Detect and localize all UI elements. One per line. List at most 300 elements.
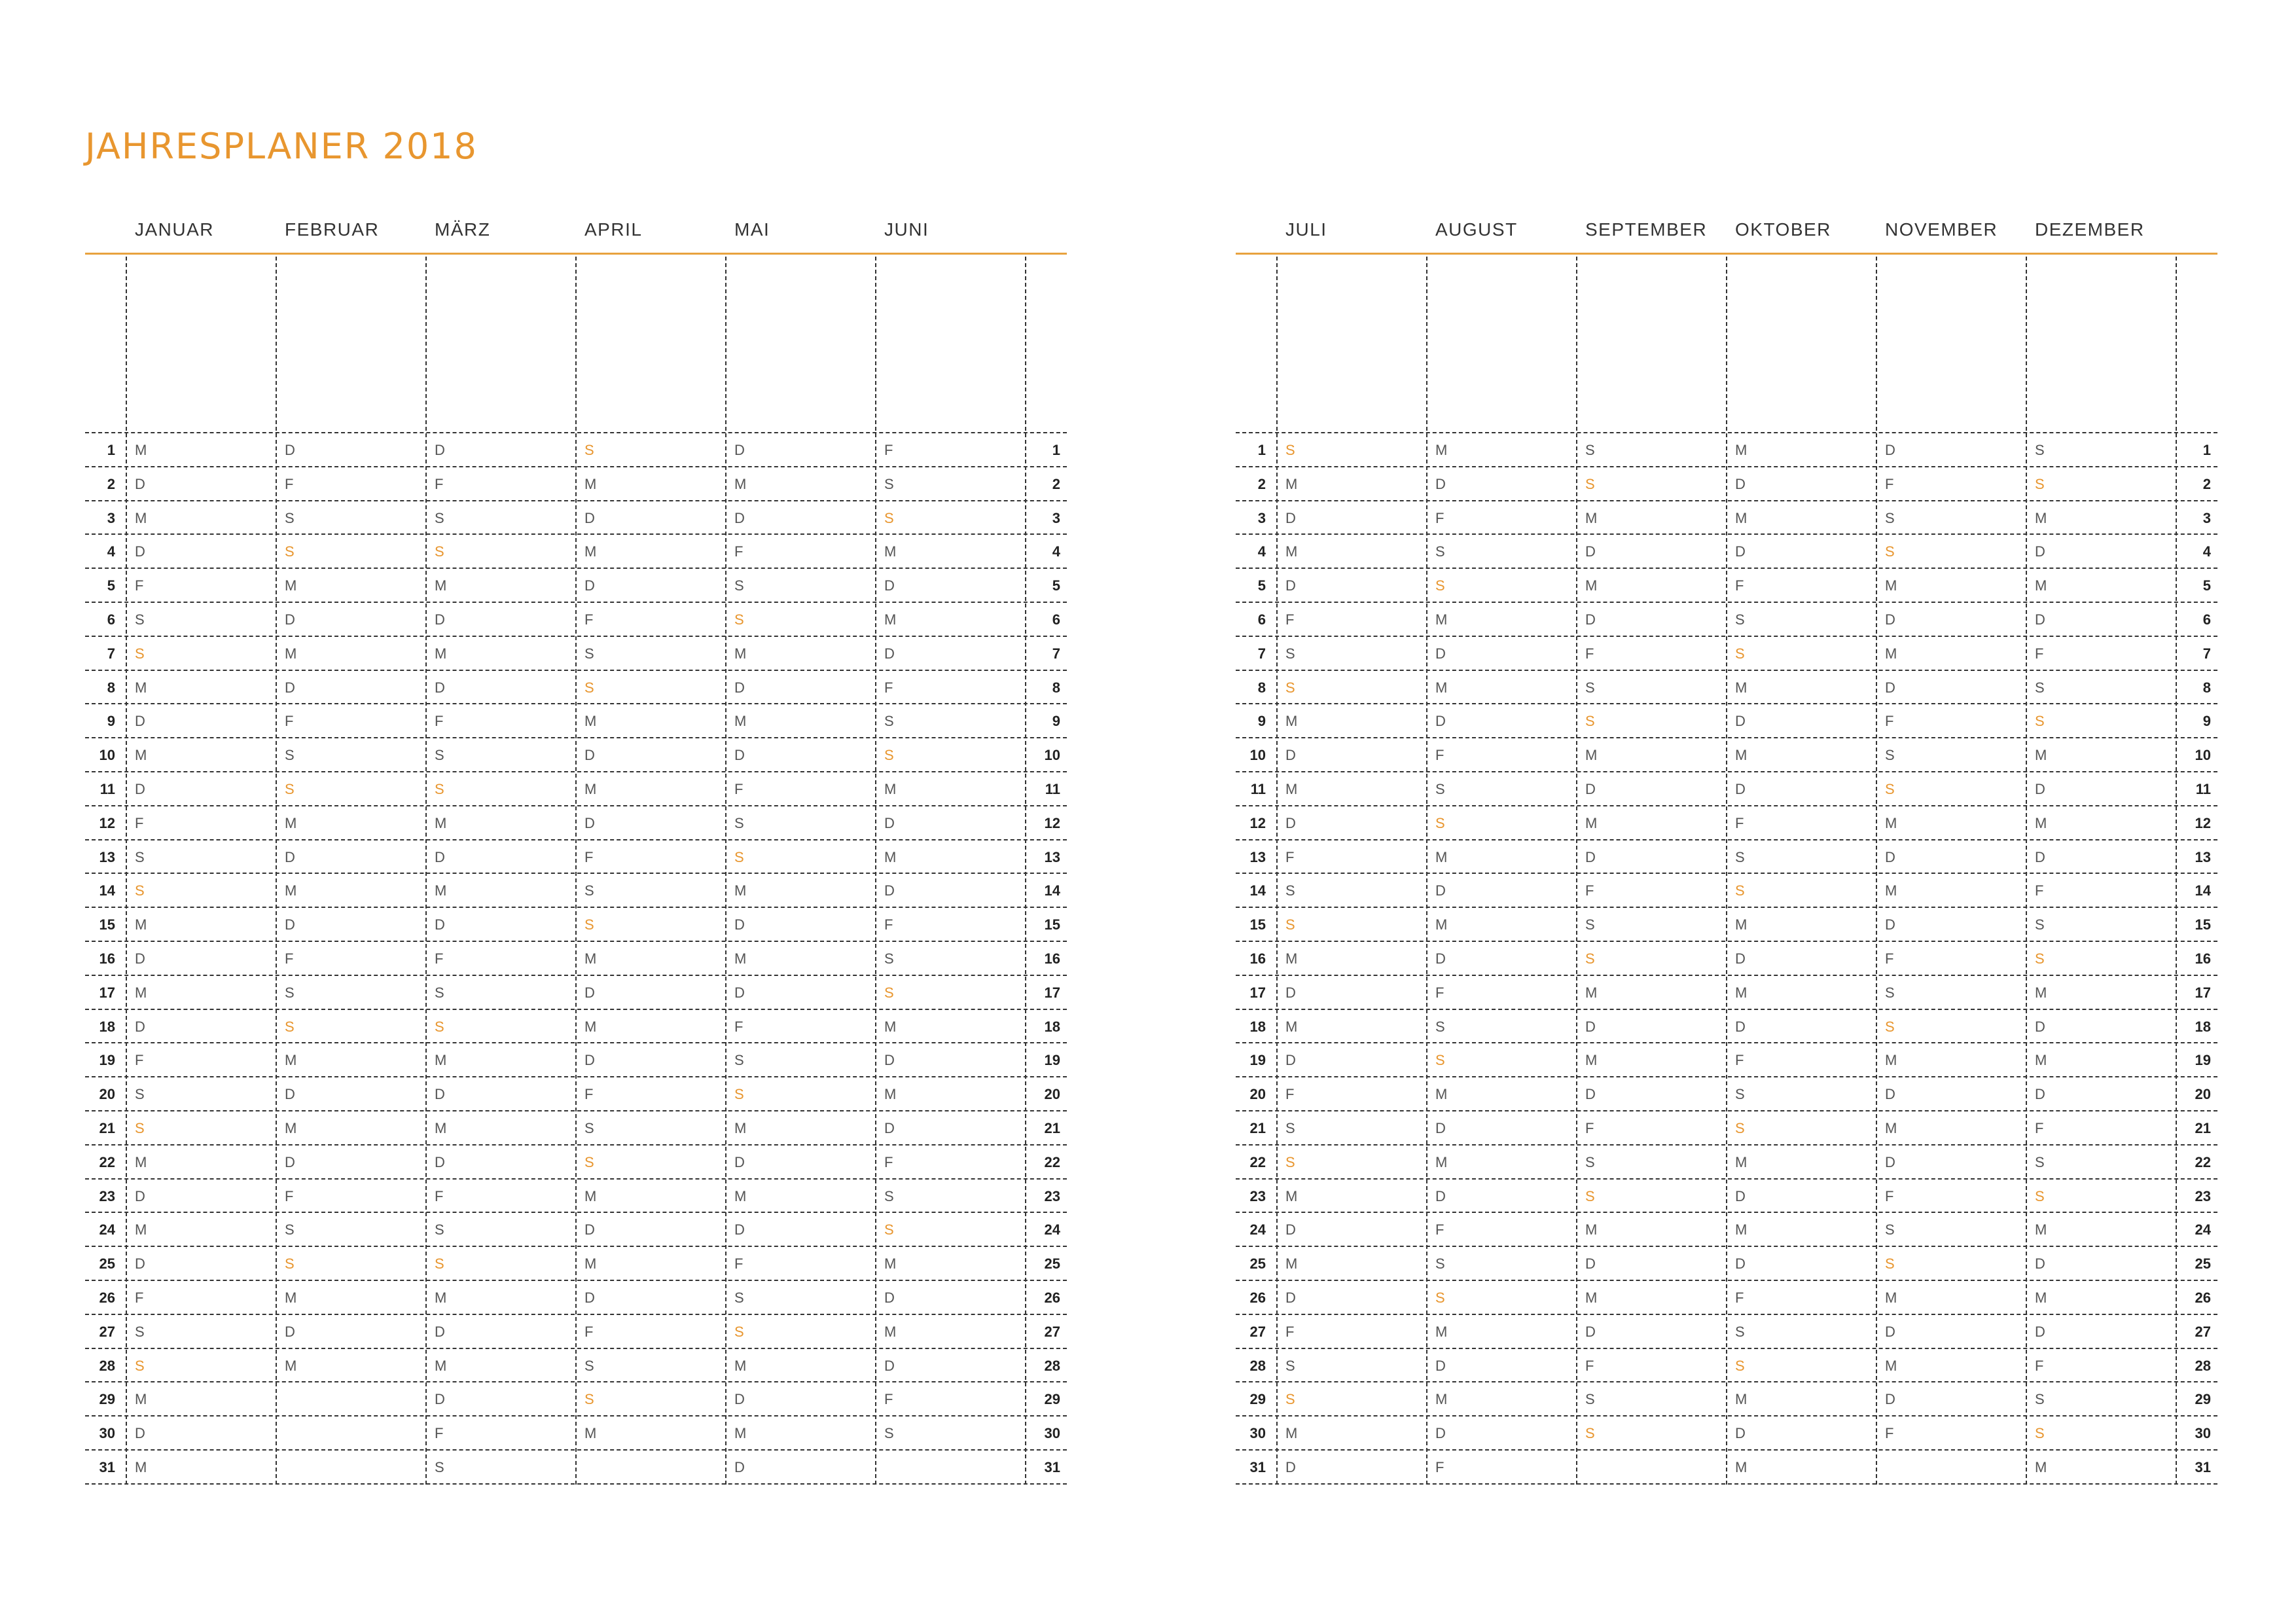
weekday-cell: S: [2035, 916, 2045, 933]
day-number-right: 23: [1044, 1187, 1060, 1204]
weekday-cell: M: [285, 882, 297, 899]
weekday-cell: S: [1585, 475, 1595, 492]
weekday-cell: D: [435, 679, 445, 696]
weekday-cell: S: [884, 475, 894, 492]
day-number-left: 30: [1249, 1425, 1266, 1442]
weekday-cell: S: [1885, 984, 1895, 1001]
day-number-left: 10: [99, 747, 115, 764]
weekday-cell: D: [435, 611, 445, 628]
row-divider: [1236, 907, 2217, 908]
weekday-cell: S: [1435, 814, 1445, 831]
weekday-cell: S: [1585, 950, 1595, 967]
weekday-cell: D: [1435, 713, 1446, 730]
weekday-cell: D: [1735, 543, 1746, 560]
weekday-cell: D: [135, 713, 145, 730]
weekday-cell: M: [1285, 781, 1298, 797]
weekday-cell: D: [1735, 475, 1746, 492]
day-number-left: 16: [1249, 950, 1266, 967]
row-divider: [85, 737, 1067, 738]
row-divider: [85, 500, 1067, 501]
row-divider: [85, 1415, 1067, 1416]
weekday-cell: D: [1885, 1153, 1895, 1170]
weekday-cell: F: [1435, 1459, 1444, 1475]
weekday-cell: D: [285, 1323, 295, 1340]
weekday-cell: M: [435, 577, 447, 594]
day-number-left: 21: [99, 1120, 115, 1136]
weekday-cell: S: [584, 679, 594, 696]
weekday-cell: M: [1885, 1052, 1897, 1069]
weekday-cell: D: [584, 1052, 595, 1069]
weekday-cell: D: [135, 950, 145, 967]
month-header-mai: MAI: [734, 219, 770, 240]
weekday-cell: M: [135, 1221, 147, 1238]
weekday-cell: S: [285, 747, 295, 764]
weekday-cell: F: [1885, 1187, 1894, 1204]
weekday-cell: S: [1285, 882, 1295, 899]
weekday-cell: M: [1735, 1391, 1748, 1408]
weekday-cell: D: [1585, 1255, 1596, 1272]
weekday-cell: M: [435, 645, 447, 662]
weekday-cell: S: [1435, 1255, 1445, 1272]
weekday-cell: F: [285, 713, 294, 730]
weekday-cell: D: [734, 747, 745, 764]
day-number-left: 31: [99, 1459, 115, 1475]
weekday-cell: M: [1885, 645, 1897, 662]
weekday-cell: F: [1585, 1120, 1594, 1136]
weekday-cell: M: [435, 1052, 447, 1069]
weekday-cell: M: [1435, 916, 1448, 933]
weekday-cell: F: [1735, 1052, 1744, 1069]
weekday-cell: D: [1285, 509, 1296, 526]
day-number-left: 27: [1249, 1323, 1266, 1340]
weekday-cell: S: [285, 543, 295, 560]
weekday-cell: M: [1435, 1086, 1448, 1103]
day-number-left: 11: [99, 781, 115, 797]
weekday-cell: D: [135, 1018, 145, 1035]
column-divider: [425, 257, 427, 1485]
weekday-cell: D: [1885, 916, 1895, 933]
day-number-right: 20: [1044, 1086, 1060, 1103]
month-header-juni: JUNI: [884, 219, 929, 240]
day-number-right: 12: [1044, 814, 1060, 831]
weekday-cell: F: [1285, 848, 1295, 865]
weekday-cell: M: [435, 1120, 447, 1136]
weekday-cell: S: [1585, 1187, 1595, 1204]
weekday-cell: M: [135, 509, 147, 526]
weekday-cell: S: [1735, 1120, 1745, 1136]
weekday-cell: S: [1585, 713, 1595, 730]
weekday-cell: S: [135, 1086, 145, 1103]
row-divider: [1236, 873, 2217, 874]
day-number-left: 22: [99, 1153, 115, 1170]
weekday-cell: S: [1435, 1018, 1445, 1035]
weekday-cell: M: [135, 1391, 147, 1408]
row-divider: [85, 602, 1067, 603]
column-divider: [1426, 257, 1427, 1485]
day-number-right: 1: [1052, 442, 1060, 458]
weekday-cell: S: [2035, 1425, 2045, 1442]
weekday-cell: F: [1585, 645, 1594, 662]
weekday-cell: S: [135, 882, 145, 899]
weekday-cell: M: [884, 1018, 897, 1035]
weekday-cell: S: [1585, 679, 1595, 696]
weekday-cell: S: [884, 747, 894, 764]
weekday-cell: S: [2035, 1187, 2045, 1204]
weekday-cell: S: [1735, 882, 1745, 899]
row-divider: [1236, 1314, 2217, 1315]
weekday-cell: S: [1735, 1357, 1745, 1374]
row-divider: [1236, 1144, 2217, 1146]
column-divider: [276, 257, 277, 1485]
weekday-cell: S: [584, 1120, 594, 1136]
weekday-cell: D: [135, 781, 145, 797]
day-number-right: 11: [1045, 781, 1060, 797]
weekday-cell: S: [584, 1357, 594, 1374]
weekday-cell: D: [884, 577, 895, 594]
weekday-cell: S: [1885, 747, 1895, 764]
day-number-right: 30: [2195, 1425, 2211, 1442]
weekday-cell: M: [285, 1120, 297, 1136]
weekday-cell: S: [2035, 475, 2045, 492]
row-divider: [85, 432, 1067, 433]
day-number-left: 31: [1249, 1459, 1266, 1475]
weekday-cell: S: [435, 543, 444, 560]
weekday-cell: S: [884, 984, 894, 1001]
weekday-cell: M: [1435, 848, 1448, 865]
weekday-cell: D: [285, 1153, 295, 1170]
row-divider: [1236, 771, 2217, 772]
day-number-right: 16: [2195, 950, 2211, 967]
row-divider: [1236, 1381, 2217, 1382]
weekday-cell: M: [285, 1052, 297, 1069]
weekday-cell: S: [1885, 1018, 1895, 1035]
day-number-left: 15: [1249, 916, 1266, 933]
row-divider: [85, 1212, 1067, 1213]
weekday-cell: D: [584, 814, 595, 831]
row-divider: [85, 636, 1067, 637]
weekday-cell: S: [1585, 442, 1595, 458]
day-number-left: 17: [1249, 984, 1266, 1001]
day-number-right: 13: [2195, 848, 2211, 865]
weekday-cell: M: [1285, 475, 1298, 492]
row-divider: [1236, 500, 2217, 501]
weekday-cell: M: [1885, 882, 1897, 899]
row-divider: [85, 703, 1067, 704]
weekday-cell: M: [1585, 747, 1598, 764]
weekday-cell: M: [884, 848, 897, 865]
weekday-cell: S: [884, 1425, 894, 1442]
weekday-cell: F: [2035, 645, 2044, 662]
weekday-cell: D: [1435, 882, 1446, 899]
weekday-cell: M: [584, 1187, 597, 1204]
weekday-cell: F: [135, 577, 144, 594]
weekday-cell: M: [435, 882, 447, 899]
weekday-cell: D: [1435, 1187, 1446, 1204]
weekday-cell: S: [2035, 679, 2045, 696]
weekday-cell: M: [734, 1357, 747, 1374]
day-number-left: 19: [1249, 1052, 1266, 1069]
weekday-cell: S: [734, 814, 744, 831]
weekday-cell: M: [135, 984, 147, 1001]
weekday-cell: F: [1435, 509, 1444, 526]
weekday-cell: M: [1285, 950, 1298, 967]
weekday-cell: S: [285, 509, 295, 526]
weekday-cell: M: [584, 781, 597, 797]
weekday-cell: F: [1885, 475, 1894, 492]
day-number-left: 29: [99, 1391, 115, 1408]
day-number-left: 6: [1257, 611, 1266, 628]
weekday-cell: F: [584, 611, 594, 628]
weekday-cell: S: [135, 1323, 145, 1340]
weekday-cell: M: [285, 645, 297, 662]
weekday-cell: F: [285, 475, 294, 492]
day-number-left: 27: [99, 1323, 115, 1340]
weekday-cell: S: [734, 577, 744, 594]
weekday-cell: S: [1285, 442, 1295, 458]
weekday-cell: M: [734, 882, 747, 899]
weekday-cell: D: [285, 1086, 295, 1103]
column-divider: [2026, 257, 2027, 1485]
row-divider: [1236, 432, 2217, 433]
row-divider: [85, 1348, 1067, 1349]
weekday-cell: M: [2035, 1290, 2047, 1306]
weekday-cell: D: [1285, 814, 1296, 831]
weekday-cell: D: [435, 1391, 445, 1408]
weekday-cell: F: [285, 950, 294, 967]
day-number-right: 27: [1044, 1323, 1060, 1340]
weekday-cell: M: [1735, 1221, 1748, 1238]
weekday-cell: F: [584, 1323, 594, 1340]
weekday-cell: D: [1885, 611, 1895, 628]
weekday-cell: D: [435, 1086, 445, 1103]
weekday-cell: D: [1435, 1357, 1446, 1374]
row-divider: [85, 1076, 1067, 1077]
row-divider: [1236, 1246, 2217, 1247]
weekday-cell: S: [135, 1357, 145, 1374]
weekday-cell: D: [1585, 611, 1596, 628]
day-number-right: 19: [2195, 1052, 2211, 1069]
row-divider: [85, 1110, 1067, 1111]
weekday-cell: M: [1435, 679, 1448, 696]
row-divider: [1236, 941, 2217, 942]
row-divider: [1236, 703, 2217, 704]
weekday-cell: M: [584, 1425, 597, 1442]
weekday-cell: D: [435, 442, 445, 458]
day-number-right: 28: [2195, 1357, 2211, 1374]
weekday-cell: M: [1285, 1187, 1298, 1204]
weekday-cell: D: [584, 509, 595, 526]
weekday-cell: D: [884, 1290, 895, 1306]
weekday-cell: S: [1435, 1290, 1445, 1306]
weekday-cell: D: [1585, 1323, 1596, 1340]
weekday-cell: D: [1435, 950, 1446, 967]
weekday-cell: M: [135, 679, 147, 696]
row-divider: [85, 533, 1067, 535]
month-header-november: NOVEMBER: [1885, 219, 1998, 240]
weekday-cell: S: [135, 848, 145, 865]
day-number-left: 26: [1249, 1290, 1266, 1306]
weekday-cell: D: [584, 577, 595, 594]
weekday-cell: D: [2035, 781, 2045, 797]
weekday-cell: M: [135, 442, 147, 458]
weekday-cell: F: [884, 916, 893, 933]
weekday-cell: M: [135, 747, 147, 764]
day-number-right: 20: [2195, 1086, 2211, 1103]
weekday-cell: S: [135, 1120, 145, 1136]
weekday-cell: D: [1285, 1221, 1296, 1238]
weekday-cell: M: [285, 577, 297, 594]
weekday-cell: M: [734, 950, 747, 967]
weekday-cell: F: [1735, 814, 1744, 831]
month-header-januar: JANUAR: [135, 219, 215, 240]
day-number-right: 22: [2195, 1153, 2211, 1170]
weekday-cell: M: [1285, 1425, 1298, 1442]
weekday-cell: M: [1885, 1290, 1897, 1306]
weekday-cell: M: [1585, 577, 1598, 594]
weekday-cell: F: [734, 543, 744, 560]
weekday-cell: D: [1885, 1391, 1895, 1408]
row-divider: [85, 1483, 1067, 1485]
row-divider: [85, 1280, 1067, 1281]
weekday-cell: F: [1885, 713, 1894, 730]
weekday-cell: M: [435, 1357, 447, 1374]
weekday-cell: D: [285, 848, 295, 865]
row-divider: [85, 975, 1067, 976]
weekday-cell: M: [1585, 814, 1598, 831]
day-number-right: 15: [1044, 916, 1060, 933]
row-divider: [1236, 533, 2217, 535]
weekday-cell: M: [1735, 1459, 1748, 1475]
day-number-right: 29: [2195, 1391, 2211, 1408]
weekday-cell: D: [1285, 1459, 1296, 1475]
day-number-right: 23: [2195, 1187, 2211, 1204]
weekday-cell: M: [2035, 1221, 2047, 1238]
weekday-cell: D: [1585, 1086, 1596, 1103]
weekday-cell: M: [1885, 577, 1897, 594]
weekday-cell: S: [285, 984, 295, 1001]
row-divider: [1236, 839, 2217, 840]
weekday-cell: S: [734, 1086, 744, 1103]
row-divider: [1236, 1449, 2217, 1451]
weekday-cell: S: [884, 1187, 894, 1204]
day-number-left: 14: [1249, 882, 1266, 899]
weekday-cell: F: [734, 781, 744, 797]
day-number-left: 4: [1257, 543, 1266, 560]
weekday-cell: D: [135, 1255, 145, 1272]
weekday-cell: M: [2035, 814, 2047, 831]
weekday-cell: D: [1885, 679, 1895, 696]
day-number-left: 19: [99, 1052, 115, 1069]
header-rule: [1236, 253, 2217, 255]
row-divider: [1236, 1110, 2217, 1111]
weekday-cell: S: [285, 781, 295, 797]
weekday-cell: D: [435, 848, 445, 865]
day-number-right: 31: [2195, 1459, 2211, 1475]
day-number-right: 10: [2195, 747, 2211, 764]
weekday-cell: M: [1885, 1120, 1897, 1136]
weekday-cell: S: [1585, 916, 1595, 933]
weekday-cell: M: [1285, 1255, 1298, 1272]
day-number-right: 1: [2202, 442, 2211, 458]
weekday-cell: F: [884, 442, 893, 458]
day-number-right: 17: [1044, 984, 1060, 1001]
weekday-cell: M: [1585, 1052, 1598, 1069]
weekday-cell: S: [1435, 1052, 1445, 1069]
row-divider: [85, 1381, 1067, 1382]
weekday-cell: F: [135, 1290, 144, 1306]
weekday-cell: S: [1285, 1120, 1295, 1136]
weekday-cell: F: [1885, 1425, 1894, 1442]
day-number-left: 8: [107, 679, 115, 696]
day-number-left: 13: [1249, 848, 1266, 865]
row-divider: [1236, 1042, 2217, 1043]
row-divider: [1236, 1009, 2217, 1010]
day-number-left: 13: [99, 848, 115, 865]
weekday-cell: M: [1735, 509, 1748, 526]
row-divider: [1236, 636, 2217, 637]
day-number-right: 12: [2195, 814, 2211, 831]
weekday-cell: S: [734, 848, 744, 865]
weekday-cell: F: [1285, 1323, 1295, 1340]
weekday-cell: D: [1885, 1086, 1895, 1103]
day-number-left: 21: [1249, 1120, 1266, 1136]
weekday-cell: F: [1435, 1221, 1444, 1238]
day-number-right: 9: [2202, 713, 2211, 730]
weekday-cell: M: [584, 950, 597, 967]
weekday-cell: M: [1285, 1018, 1298, 1035]
weekday-cell: M: [1735, 442, 1748, 458]
weekday-cell: F: [435, 1425, 444, 1442]
column-divider: [1726, 257, 1727, 1485]
weekday-cell: D: [2035, 611, 2045, 628]
day-number-right: 24: [2195, 1221, 2211, 1238]
weekday-cell: D: [1585, 781, 1596, 797]
weekday-cell: S: [1585, 1391, 1595, 1408]
weekday-cell: S: [1735, 848, 1745, 865]
weekday-cell: F: [1435, 984, 1444, 1001]
weekday-cell: D: [2035, 1086, 2045, 1103]
weekday-cell: M: [2035, 509, 2047, 526]
row-divider: [1236, 1280, 2217, 1281]
row-divider: [85, 771, 1067, 772]
weekday-cell: M: [584, 1018, 597, 1035]
weekday-cell: D: [1585, 1018, 1596, 1035]
day-number-right: 22: [1044, 1153, 1060, 1170]
row-divider: [1236, 1076, 2217, 1077]
weekday-cell: D: [1735, 781, 1746, 797]
day-number-left: 9: [107, 713, 115, 730]
day-number-right: 7: [2202, 645, 2211, 662]
day-number-right: 5: [1052, 577, 1060, 594]
month-header-september: SEPTEMBER: [1585, 219, 1708, 240]
weekday-cell: D: [884, 1120, 895, 1136]
day-number-left: 1: [1257, 442, 1266, 458]
weekday-cell: M: [734, 1187, 747, 1204]
weekday-cell: M: [884, 1255, 897, 1272]
weekday-cell: F: [1435, 747, 1444, 764]
weekday-cell: D: [1735, 950, 1746, 967]
day-number-right: 2: [2202, 475, 2211, 492]
day-number-right: 8: [2202, 679, 2211, 696]
weekday-cell: M: [2035, 984, 2047, 1001]
page-title: JAHRESPLANER 2018: [85, 126, 478, 167]
weekday-cell: S: [135, 611, 145, 628]
weekday-cell: S: [1885, 509, 1895, 526]
row-divider: [85, 1314, 1067, 1315]
row-divider: [85, 805, 1067, 806]
day-number-left: 3: [107, 509, 115, 526]
weekday-cell: M: [1585, 1290, 1598, 1306]
